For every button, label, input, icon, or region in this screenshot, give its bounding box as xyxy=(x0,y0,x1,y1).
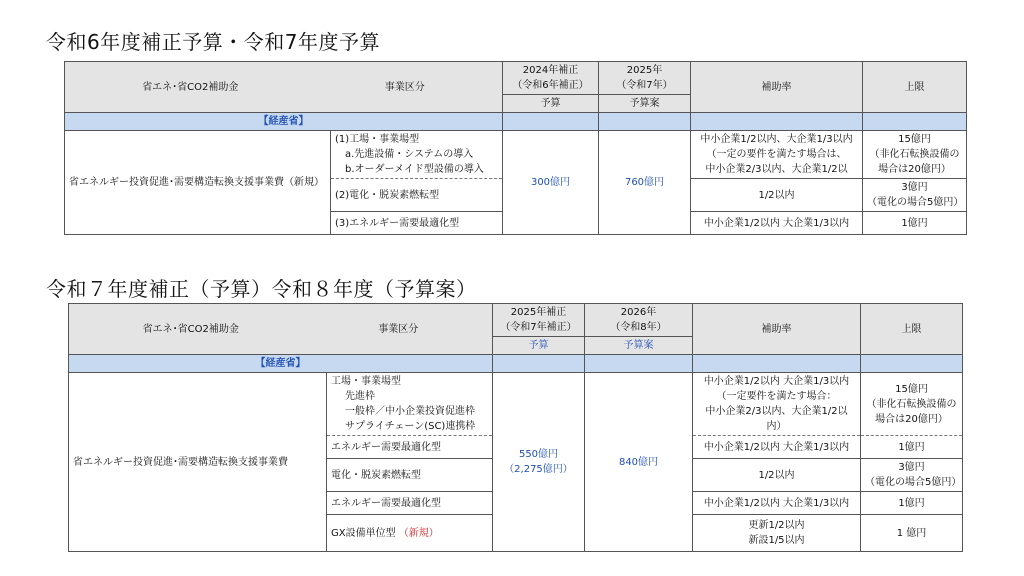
business-cell: 電化・脱炭素燃転型 xyxy=(327,459,493,492)
limit-cell: 3億円 （電化の場合5億円） xyxy=(861,459,963,492)
business-cell: (1)工場・事業場型 a.先進設備・システムの導入 b.オーダーメイド型設備の導入 xyxy=(331,131,503,179)
business-cell: エネルギー需要最適化型 xyxy=(327,492,493,515)
ministry-row xyxy=(65,113,967,131)
business-cell: (3)エネルギー需要最適化型 xyxy=(331,212,503,235)
limit-cell: 1 億円 xyxy=(861,515,963,552)
business-cell: エネルギー需要最適化型 xyxy=(327,436,493,459)
header-col2-sub: 予算案 xyxy=(585,337,693,355)
rate-cell: 中小企業1/2以内 大企業1/3以内 （一定要件を満たす場合： 中小企業2/3以内、大企業1/2以 内） xyxy=(693,373,861,436)
gx-label: GX設備単位型 xyxy=(331,527,396,539)
rate-cell: 中小企業1/2以内、大企業1/3以内 （一定の要件を満たす場合は、 中小企業2/3以内、大企業1/2以 xyxy=(691,131,863,179)
rate-cell: 更新1/2以内 新設1/5以内 xyxy=(693,515,861,552)
business-cell xyxy=(327,515,493,552)
header-col1-sub: 予算 xyxy=(503,95,599,113)
program-name: 省エネルギー投資促進･需要構造転換支援事業費 xyxy=(69,373,327,552)
table-row xyxy=(69,373,963,436)
budget2-amount: 760億円 xyxy=(599,131,691,235)
ministry-row xyxy=(69,355,963,373)
limit-cell: 3億円 （電化の場合5億円） xyxy=(863,179,967,212)
header-category-business xyxy=(65,62,503,113)
header-category: 省エネ･省CO2補助金 xyxy=(142,323,239,335)
budget-table-2025-2026 xyxy=(68,303,963,552)
rate-cell: 中小企業1/2以内 大企業1/3以内 xyxy=(691,212,863,235)
limit-cell: 15億円 （非化石転換設備の 場合は20億円） xyxy=(861,373,963,436)
header-col2-sub: 予算案 xyxy=(599,95,691,113)
header-rate: 補助率 xyxy=(691,62,863,113)
rate-cell: 中小企業1/2以内 大企業1/3以内 xyxy=(693,436,861,459)
section2-title: 令和７年度補正（予算）令和８年度（予算案） xyxy=(46,277,477,301)
header-col2: 2026年 （令和8年） xyxy=(585,304,693,337)
budget1-amount: 300億円 xyxy=(503,131,599,235)
header-business: 事業区分 xyxy=(378,323,419,335)
program-name: 省エネルギー投資促進･需要構造転換支援事業費（新規） xyxy=(65,131,331,235)
header-col1-sub: 予算 xyxy=(493,337,585,355)
header-limit: 上限 xyxy=(861,304,963,355)
budget2-amount: 840億円 xyxy=(585,373,693,552)
business-cell: 工場・事業場型 先進枠 一般枠／中小企業投資促進枠 サプライチェーン(SC)連携枠 xyxy=(327,373,493,436)
limit-cell: 1億円 xyxy=(863,212,967,235)
header-category-business xyxy=(69,304,493,355)
rate-cell: 1/2以内 xyxy=(691,179,863,212)
header-limit: 上限 xyxy=(863,62,967,113)
limit-cell: 15億円 （非化石転換設備の 場合は20億円） xyxy=(863,131,967,179)
limit-cell: 1億円 xyxy=(861,492,963,515)
budget1-amount: 550億円 （2,275億円） xyxy=(493,373,585,552)
budget-table-2024-2025 xyxy=(64,61,967,235)
limit-cell: 1億円 xyxy=(861,436,963,459)
ministry-label: 【経産省】 xyxy=(69,355,493,373)
header-rate: 補助率 xyxy=(693,304,861,355)
header-col1: 2025年補正 （令和7年補正） xyxy=(493,304,585,337)
table-header-row xyxy=(65,62,967,95)
business-cell: (2)電化・脱炭素燃転型 xyxy=(331,179,503,212)
header-category: 省エネ･省CO2補助金 xyxy=(142,81,239,93)
header-business: 事業区分 xyxy=(384,81,425,93)
section1-title: 令和6年度補正予算・令和7年度予算 xyxy=(46,30,380,54)
new-tag: （新規） xyxy=(398,527,439,539)
header-col1: 2024年補正 （令和6年補正） xyxy=(503,62,599,95)
table-row xyxy=(65,131,967,179)
header-col2: 2025年 （令和7年） xyxy=(599,62,691,95)
table-header-row xyxy=(69,304,963,337)
rate-cell: 1/2以内 xyxy=(693,459,861,492)
rate-cell: 中小企業1/2以内 大企業1/3以内 xyxy=(693,492,861,515)
ministry-label: 【経産省】 xyxy=(65,113,503,131)
